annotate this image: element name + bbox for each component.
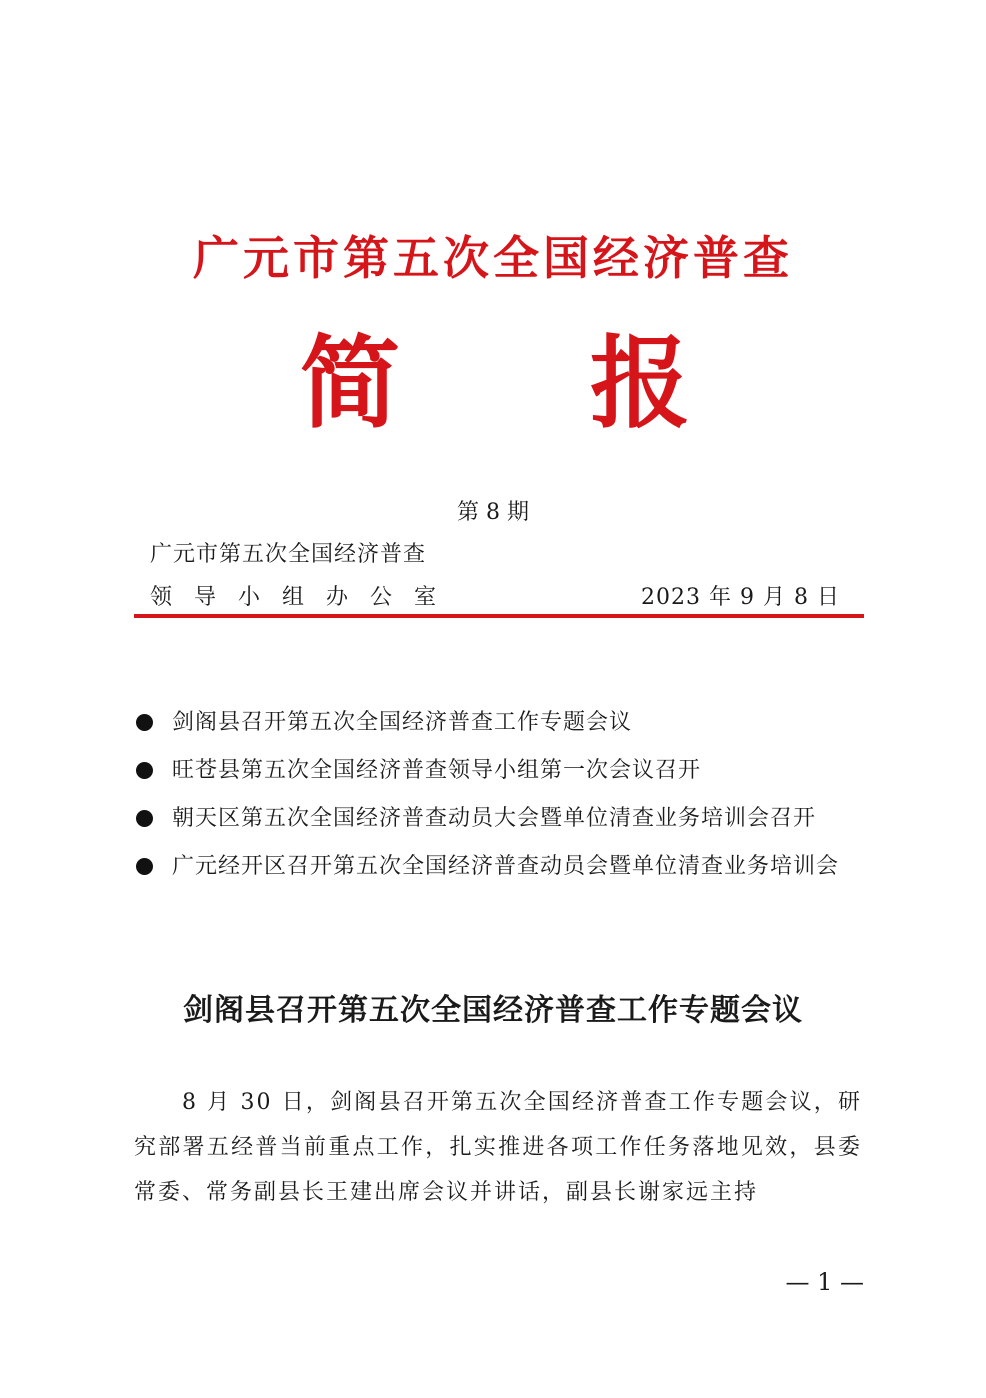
office-line-2: 领导小组办公室 (150, 585, 459, 610)
office-line-1: 广元市第五次全国经济普查 (150, 542, 427, 567)
toc-item-text: 朝天区第五次全国经济普查动员大会暨单位清查业务培训会召开 (172, 806, 817, 831)
bullet-icon (136, 810, 153, 827)
brief-title-char-2: 报 (590, 324, 690, 442)
page-number: — 1 — (785, 1268, 864, 1296)
table-of-contents (134, 700, 874, 892)
red-divider (134, 614, 864, 618)
toc-item (134, 748, 874, 793)
toc-item-text: 广元经开区召开第五次全国经济普查动员会暨单位清查业务培训会 (172, 854, 840, 879)
issue-number: 第 8 期 (457, 500, 529, 525)
toc-item (134, 700, 874, 745)
toc-item (134, 796, 874, 841)
bullet-icon (136, 762, 153, 779)
org-title: 广元市第五次全国经济普查 (193, 231, 793, 285)
article-body: 8 月 30 日，剑阁县召开第五次全国经济普查工作专题会议，研究部署五经普当前重点工作，扎实推进各项工作任务落地见效，县委常委、常务副县长王建出席会议并讲话，副县长谢家远主持 (134, 1090, 862, 1205)
issue-date: 2023 年 9 月 8 日 (641, 585, 840, 610)
toc-item-text: 旺苍县第五次全国经济普查领导小组第一次会议召开 (172, 758, 702, 783)
toc-item (134, 844, 874, 889)
brief-title-char-1: 简 (300, 324, 400, 442)
toc-item-text: 剑阁县召开第五次全国经济普查工作专题会议 (172, 710, 633, 735)
bullet-icon (136, 714, 153, 731)
article-title: 剑阁县召开第五次全国经济普查工作专题会议 (183, 993, 803, 1028)
bullet-icon (136, 858, 153, 875)
